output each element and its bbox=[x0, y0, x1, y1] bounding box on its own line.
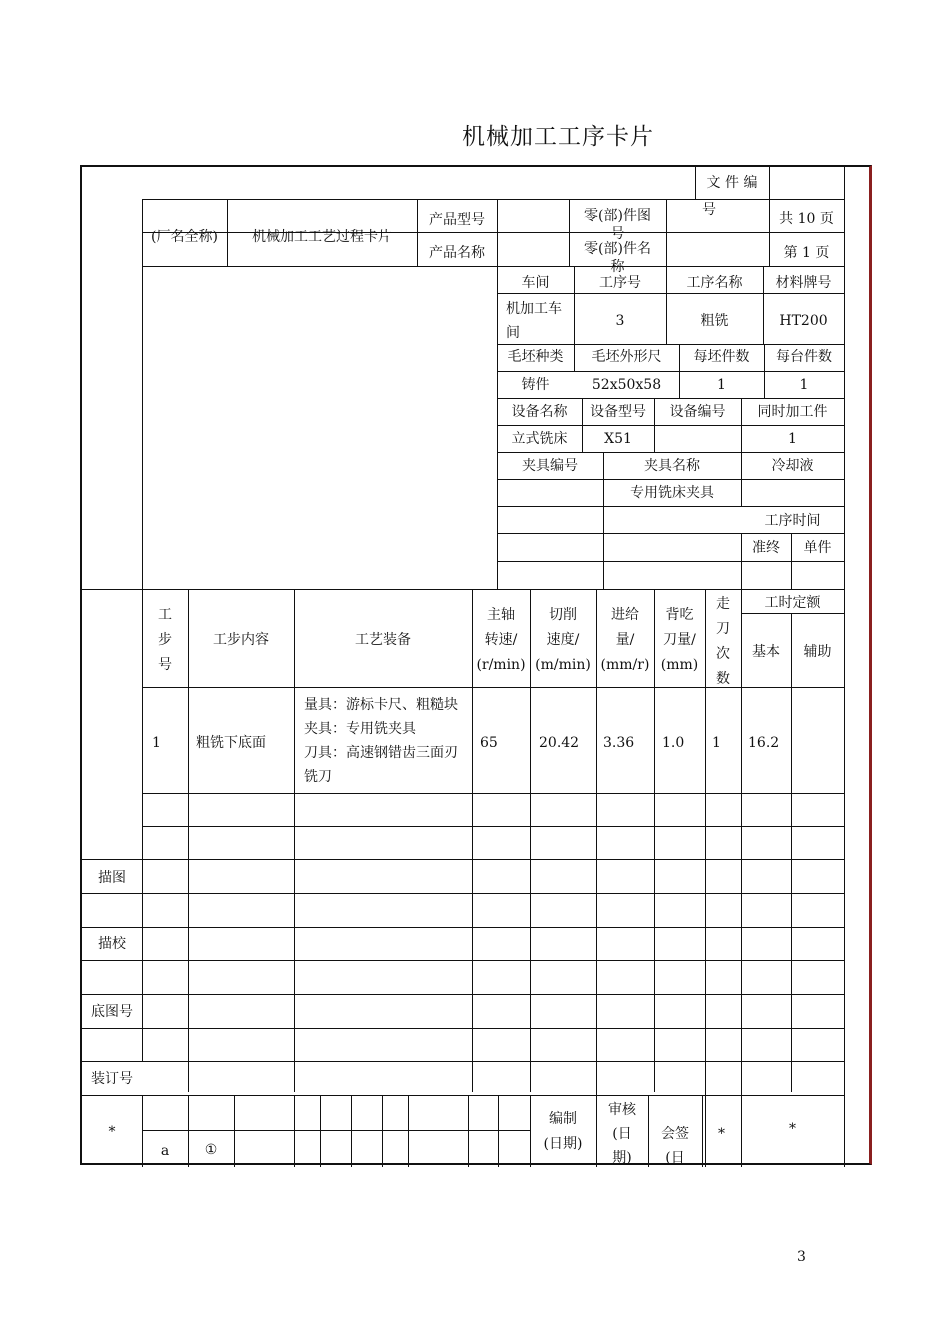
fixture-name-label: 夹具名称 bbox=[644, 458, 700, 474]
op-name-value: 粗铣 bbox=[700, 313, 729, 329]
equipment-name-value: 立式铣床 bbox=[511, 431, 568, 447]
file-number-label: 文 件 编 bbox=[706, 175, 758, 191]
blank-type-label: 毛坯种类 bbox=[507, 349, 564, 365]
step-equipment: 量具：游标卡尺、粗糙块 夹具：专用铣夹具 刀具：高速钢错齿三面刃 铣刀 bbox=[304, 697, 458, 785]
op-name-label: 工序名称 bbox=[686, 275, 743, 291]
compile-label: 编制 bbox=[549, 1111, 577, 1127]
fixture-name-value: 专用铣床夹具 bbox=[630, 485, 714, 501]
cut-depth-header: 背吃 刀量/ (mm) bbox=[660, 607, 699, 673]
page-number: 3 bbox=[797, 1249, 806, 1265]
cutting-speed-header: 切削 速度/ (m/min) bbox=[535, 607, 591, 673]
pieces-per-blank-value: 1 bbox=[717, 377, 726, 393]
fixture-no-label: 夹具编号 bbox=[522, 458, 578, 474]
step-content: 粗铣下底面 bbox=[196, 735, 266, 751]
feed-header: 进给 量/ (mm/r) bbox=[600, 607, 650, 673]
equipment-header: 工艺装备 bbox=[355, 632, 411, 648]
basic-time-header: 基本 bbox=[752, 644, 780, 660]
equipment-model-value: X51 bbox=[604, 431, 632, 447]
countersign-date-label: (日 bbox=[665, 1150, 685, 1166]
blank-size-value: 52x50x58 bbox=[591, 377, 662, 393]
step-passes: 1 bbox=[712, 735, 721, 751]
countersign-label: 会签 bbox=[661, 1126, 689, 1142]
base-drawing-no-label: 底图号 bbox=[91, 1004, 133, 1020]
prep-time-label: 准终 bbox=[752, 540, 780, 556]
product-name-label: 产品名称 bbox=[429, 245, 485, 261]
step-spindle-speed: 65 bbox=[480, 735, 498, 751]
footer-star-left: * bbox=[108, 1124, 116, 1140]
part-name-label-cont: 称 bbox=[610, 259, 625, 275]
process-card-table bbox=[80, 165, 872, 1165]
step-feed: 3.36 bbox=[603, 735, 635, 751]
binding-no-label: 装订号 bbox=[91, 1071, 133, 1087]
review-date-label-cont: 期) bbox=[612, 1150, 632, 1166]
workshop-label: 车间 bbox=[521, 275, 550, 291]
pieces-per-unit-label: 每台件数 bbox=[776, 349, 832, 365]
review-date-label: (日 bbox=[612, 1126, 632, 1142]
page-no: 第 1 页 bbox=[783, 245, 830, 261]
equipment-no-label: 设备编号 bbox=[669, 404, 726, 420]
blank-size-label: 毛坯外形尺 bbox=[591, 349, 662, 365]
pieces-per-unit-value: 1 bbox=[799, 377, 809, 393]
passes-header: 走 刀 次 数 bbox=[716, 596, 730, 687]
footer-mark-circle: ① bbox=[204, 1142, 218, 1158]
footer-mark-a: a bbox=[160, 1143, 170, 1159]
review-label: 审核 bbox=[608, 1102, 636, 1118]
coolant-label: 冷却液 bbox=[771, 458, 814, 474]
factory-name: (厂名全称) bbox=[151, 229, 218, 245]
aux-time-header: 辅助 bbox=[803, 644, 832, 660]
step-no-header: 工 步 号 bbox=[158, 607, 172, 673]
step-content-header: 工步内容 bbox=[213, 632, 269, 648]
card-name: 机械加工工艺过程卡片 bbox=[252, 229, 392, 245]
simultaneous-value: 1 bbox=[788, 431, 797, 447]
step-basic-time: 16.2 bbox=[748, 735, 780, 751]
blank-type-value: 铸件 bbox=[521, 377, 550, 393]
op-time-label: 工序时间 bbox=[764, 513, 821, 529]
total-pages: 共 10 页 bbox=[779, 211, 834, 227]
step-no: 1 bbox=[152, 735, 161, 751]
unit-time-label: 单件 bbox=[803, 540, 832, 556]
time-quota-header: 工时定额 bbox=[764, 595, 821, 611]
simultaneous-label: 同时加工件 bbox=[757, 404, 828, 420]
product-model-label: 产品型号 bbox=[429, 212, 485, 228]
op-no-label: 工序号 bbox=[599, 275, 641, 291]
part-name-label: 零(部)件名 bbox=[584, 241, 651, 257]
footer-star-mid: * bbox=[718, 1126, 725, 1142]
equipment-model-label: 设备型号 bbox=[590, 404, 646, 420]
part-drawing-no-label: 零(部)件图 bbox=[584, 208, 651, 224]
trace-check-label: 描校 bbox=[98, 936, 126, 952]
material-value: HT200 bbox=[779, 313, 828, 329]
step-cutting-speed: 20.42 bbox=[539, 735, 580, 751]
workshop-value: 机加工车 bbox=[506, 301, 562, 317]
equipment-name-label: 设备名称 bbox=[511, 404, 568, 420]
workshop-value-cont: 间 bbox=[506, 325, 520, 341]
spindle-speed-header: 主轴 转速/ (r/min) bbox=[476, 607, 526, 673]
file-number-label-cont: 号 bbox=[702, 202, 716, 218]
op-no-value: 3 bbox=[615, 313, 625, 329]
part-drawing-no-label-cont: 号 bbox=[610, 226, 625, 242]
step-cut-depth: 1.0 bbox=[662, 735, 685, 751]
footer-star-right: * bbox=[789, 1121, 796, 1137]
compile-date-label: (日期) bbox=[543, 1136, 583, 1152]
page-title: 机械加工工序卡片 bbox=[462, 124, 654, 150]
trace-label: 描图 bbox=[98, 870, 126, 886]
pieces-per-blank-label: 每坯件数 bbox=[693, 349, 750, 365]
material-label: 材料牌号 bbox=[775, 275, 832, 291]
